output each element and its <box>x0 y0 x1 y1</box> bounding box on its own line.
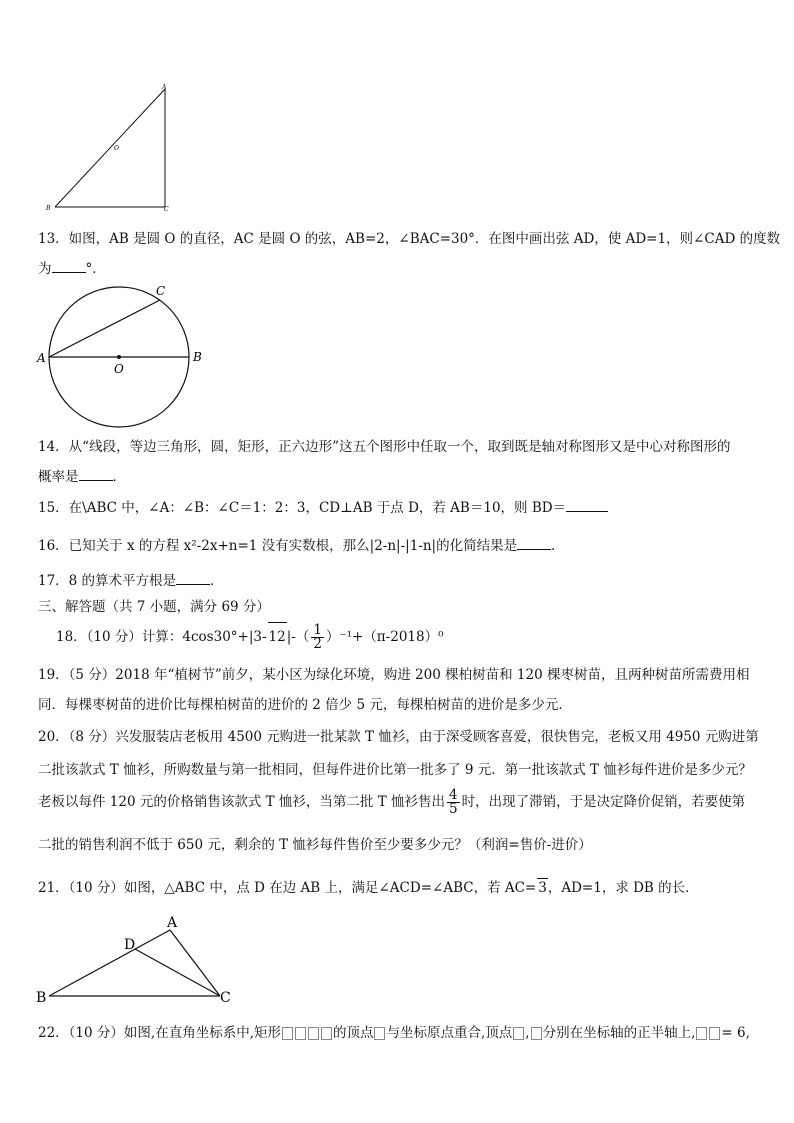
label-b: B <box>36 990 47 1006</box>
question-21-suffix: ，AD=1，求 DB 的长． <box>547 880 699 896</box>
question-22-d: 分别在坐标轴的正半轴上, <box>542 1025 696 1041</box>
question-16-suffix: ． <box>551 538 565 554</box>
label-o: O <box>114 145 119 152</box>
question-15 <box>38 499 608 517</box>
question-21-prefix: 21．（10 分）如图，△ABC 中，点 D 在边 AB 上，满足∠ACD=∠ABC，若 AC= <box>38 880 537 896</box>
question-20-line3-a: 老板以每件 120 元的价格销售该款式 T 恤衫，当第二批 T 恤衫售出 <box>38 794 446 810</box>
segment-ac <box>170 930 220 996</box>
question-17-suffix: ． <box>210 573 224 589</box>
missing-symbol <box>696 1027 707 1040</box>
segment-ba <box>49 930 170 996</box>
question-18-prefix: 18．（10 分）计算：4cos30°+|3- <box>56 629 267 645</box>
question-20-line4: 二批的销售利润不低于 650 元，剩余的 T 恤衫每件售价至少要多少元？（利润=售价-进价） <box>38 837 592 853</box>
question-16 <box>38 537 565 555</box>
question-13-line2 <box>38 260 106 278</box>
label-d: D <box>124 937 136 953</box>
label-c: C <box>220 990 231 1006</box>
fraction-denominator: 2 <box>313 636 322 652</box>
question-20-line3 <box>38 784 745 820</box>
question-19-line2: 同．每棵枣树苗的进价比每棵柏树苗的进价的 2 倍少 5 元，每棵柏树苗的进价是多少元． <box>38 697 572 713</box>
question-14-prefix: 概率是 <box>38 469 79 485</box>
question-13-line1: 13．如图，AB 是圆 O 的直径，AC 是圆 O 的弦，AB=2，∠BAC=30°．在图中画出弦 AD，使 AD=1，则∠CAD 的度数 <box>38 231 781 247</box>
answer-blank-17[interactable] <box>176 572 210 585</box>
missing-symbol <box>321 1027 332 1040</box>
triangle-abd-figure <box>34 910 239 1010</box>
label-b: B <box>46 205 51 212</box>
label-a: A <box>167 915 178 931</box>
question-14-line1: 14．从“线段，等边三角形，圆，矩形，正六边形”这五个图形中任取一个，取到既是轴对称图形又是中心对称图形的 <box>38 439 731 455</box>
question-18-mid: |-（ <box>286 629 310 645</box>
question-22: 22．（10 分）如图,在直角坐标系中,矩形 的顶点 与坐标原点重合,顶点 , 分别在坐标轴的正半轴上, = 6, <box>38 1025 750 1041</box>
question-14-line2 <box>38 468 126 486</box>
question-18 <box>56 622 444 651</box>
chord-ac <box>49 300 160 357</box>
question-17-text: 17．8 的算术平方根是 <box>38 573 177 589</box>
segment-dc <box>135 949 220 996</box>
question-14-suffix: ． <box>112 469 126 485</box>
missing-symbol <box>531 1027 542 1040</box>
fraction-numerator: 4 <box>449 787 458 803</box>
question-13-suffix: °． <box>85 261 106 277</box>
sqrt-3-value: 3 <box>538 880 547 896</box>
question-21 <box>38 878 699 897</box>
answer-blank-16[interactable] <box>517 537 551 550</box>
question-18-suffix: ）⁻¹+（π-2018）⁰ <box>325 629 444 645</box>
label-a: A <box>162 84 167 91</box>
question-20-line3-b: 时，出现了滞销，于是决定降价促销，若要使第 <box>461 794 746 810</box>
circle-figure <box>35 283 210 428</box>
question-22-e: = 6, <box>721 1025 750 1041</box>
triangle-figure <box>40 80 190 220</box>
fraction-one-half <box>311 624 324 651</box>
fraction-denominator: 5 <box>449 801 458 817</box>
missing-symbol <box>308 1027 319 1040</box>
question-22-c: 与坐标原点重合,顶点 <box>386 1025 513 1041</box>
section-3-title: 三、解答题（共 7 小题，满分 69 分） <box>38 599 270 615</box>
missing-symbol <box>374 1027 385 1040</box>
fraction-numerator: 1 <box>313 622 322 638</box>
missing-symbol <box>709 1027 720 1040</box>
answer-blank-14[interactable] <box>79 468 113 481</box>
answer-blank-13[interactable] <box>52 260 86 273</box>
question-19-line1: 19．（5 分）2018 年“植树节”前夕，某小区为绿化环境，购进 200 棵柏树苗和 120 棵枣树苗，且两种树苗所需费用相 <box>38 667 750 683</box>
question-17 <box>38 572 224 590</box>
question-20-line1: 20．（8 分）兴发服装店老板用 4500 元购进一批某款 T 恤衫，由于深受顾客喜爱，很快售完，老板又用 4950 元购进第 <box>38 729 759 745</box>
label-a: A <box>37 351 46 365</box>
sqrt-3 <box>537 878 548 897</box>
segment-ab <box>55 89 165 207</box>
missing-symbol <box>295 1027 306 1040</box>
question-22-a: 22．（10 分）如图,在直角坐标系中,矩形 <box>38 1025 281 1041</box>
answer-blank-15[interactable] <box>566 499 608 512</box>
label-o: O <box>114 362 124 376</box>
question-22-b: 的顶点 <box>332 1025 374 1041</box>
sqrt-12 <box>268 622 287 651</box>
label-b: B <box>193 350 202 364</box>
question-20-line2: 二批该款式 T 恤衫，所购数量与第一批相同，但每件进价比第一批多了 9 元．第一批该款式 T 恤衫每件进价是多少元？ <box>38 762 752 778</box>
missing-symbol <box>282 1027 293 1040</box>
label-c: C <box>156 284 166 298</box>
question-15-text: 15．在\ABC 中，∠A：∠B：∠C＝1：2：3，CD⊥AB 于点 D，若 AB＝10，则 BD＝ <box>38 500 567 516</box>
question-13-prefix: 为 <box>38 261 52 277</box>
fraction-four-fifths <box>447 789 460 816</box>
label-c: C <box>164 206 169 213</box>
question-16-text: 16．已知关于 x 的方程 x²-2x+n=1 没有实数根，那么|2-n|-|1-n|的化简结果是 <box>38 538 518 554</box>
sqrt-12-value: 12 <box>268 629 286 645</box>
missing-symbol <box>513 1027 524 1040</box>
center-point <box>117 355 121 359</box>
